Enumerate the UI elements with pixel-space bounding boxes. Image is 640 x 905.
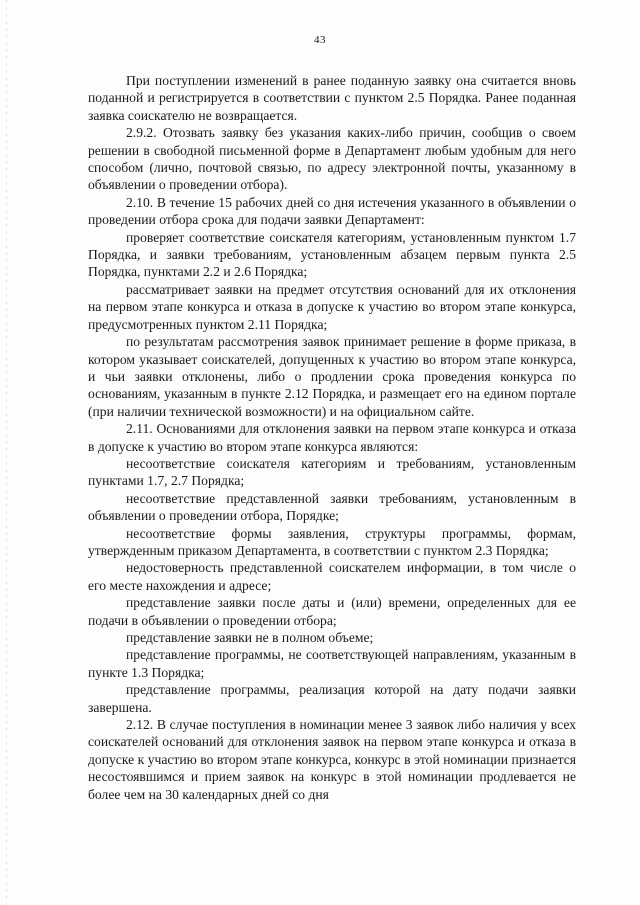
body-text [88, 72, 576, 803]
paragraph: несоответствие формы заявления, структуры программы, формам, утвержденным приказом Департамента, в соответствии с пунктом 2.3 Порядка; [88, 525, 576, 558]
paragraph: 2.12. В случае поступления в номинации менее 3 заявок либо наличия у всех соискателей оснований для отклонения заявок на первом этапе конкурса и отказа в допуске к участию во втором этапе конкурса, конкурс в этой номинации признается несостоявшимся и прием заявок на конкурс в этой номинации продлевается не более чем на 30 календарных дней со дня [88, 717, 576, 802]
paragraph: недостоверность представленной соискателем информации, в том числе о его месте нахождения и адресе; [88, 560, 576, 593]
paragraph: проверяет соответствие соискателя категориям, установленным пунктом 1.7 Порядка, и заявки требованиям, установленным абзацем первым пункта 2.5 Порядка, пунктами 2.2 и 2.6 Порядка; [88, 229, 576, 280]
paragraph: представление программы, реализация которой на дату подачи заявки завершена. [88, 682, 576, 715]
paragraph: несоответствие представленной заявки требованиям, установленным в объявлении о проведении отбора, Порядке; [88, 490, 576, 524]
paragraph: несоответствие соискателя категориям и требованиям, установленным пунктами 1.7, 2.7 Порядка; [88, 455, 576, 489]
paragraph: 2.9.2. Отозвать заявку без указания каких-либо причин, сообщив о своем решении в свободной письменной форме в Департамент любым удобным для него способом (лично, почтовой связью, по адресу электронной почты, указанному в объявлении о проведении отбора). [88, 125, 576, 193]
paragraph: представление заявки не в полном объеме; [126, 630, 374, 645]
paragraph: 2.11. Основаниями для отклонения заявки на первом этапе конкурса и отказа в допуске к участию во втором этапе конкурса являются: [88, 421, 576, 454]
paragraph: по результатам рассмотрения заявок принимает решение в форме приказа, в котором указывает соискателей, допущенных к участию во втором этапе конкурса, и чьи заявки отклонены, либо о продлении срока проведения конкурса по основаниям, указанным в пункте 2.12 Порядка, и размещает его на едином портале (при наличии технической возможности) и на официальном сайте. [88, 334, 576, 419]
scan-edge-artifact [6, 0, 7, 905]
paragraph: представление заявки после даты и (или) времени, определенных для ее подачи в объявлении о проведении отбора; [88, 595, 576, 628]
page-number: 43 [314, 34, 326, 46]
paragraph: 2.10. В течение 15 рабочих дней со дня истечения указанного в объявлении о проведении отбора срока для подачи заявки Департамент: [88, 194, 576, 228]
paragraph: рассматривает заявки на предмет отсутствия оснований для их отклонения на первом этапе конкурса и отказа в допуске к участию во втором этапе конкурса, предусмотренных пунктом 2.11 Порядка; [88, 281, 576, 332]
paragraph: При поступлении изменений в ранее поданную заявку она считается вновь поданной и регистрируется в соответствии с пунктом 2.5 Порядка. Ранее поданная заявка соискателю не возвращается. [88, 73, 576, 123]
paragraph: представление программы, не соответствующей направлениям, указанным в пункте 1.3 Порядка; [88, 647, 576, 680]
